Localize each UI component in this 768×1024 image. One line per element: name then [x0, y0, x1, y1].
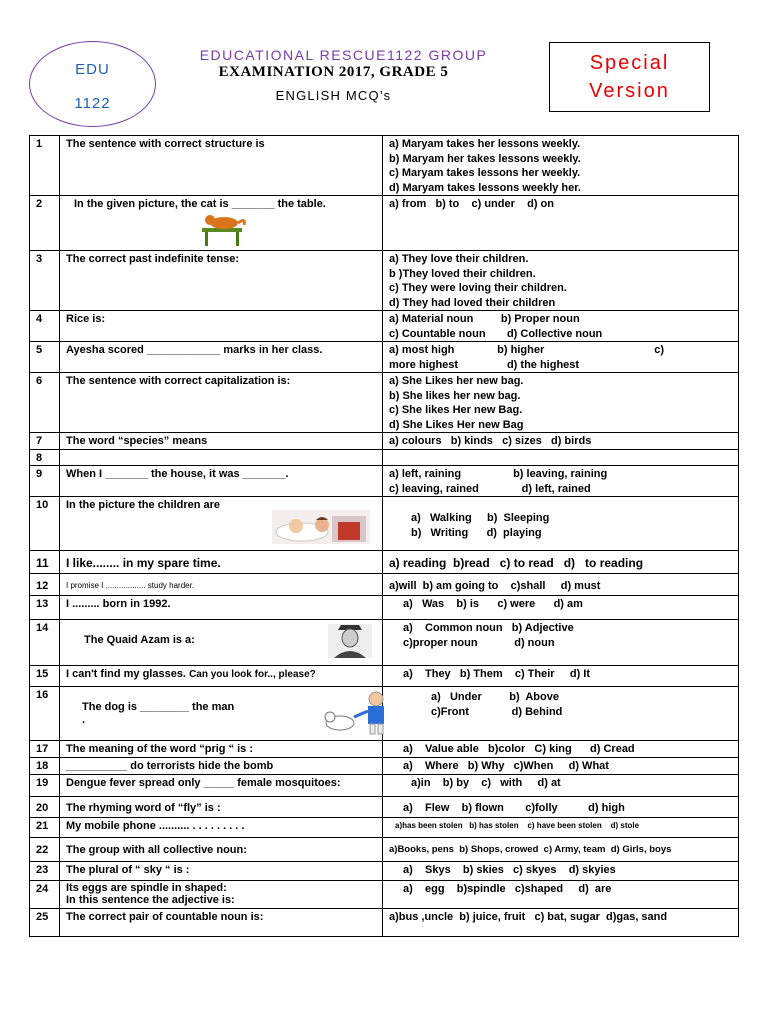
answer-options: [383, 838, 739, 862]
option-line: a) most high b) higher c): [389, 344, 665, 356]
option-line: a)in b) by c) with d) at: [411, 777, 561, 789]
table-row: [30, 909, 739, 937]
question-number: 7: [30, 433, 60, 450]
question-text-line: In the given picture, the cat is _______ the table.: [74, 198, 326, 210]
table-row: [30, 466, 739, 497]
question-text: The rhyming word of “fly” is :: [60, 797, 383, 818]
exam-title: EXAMINATION 2017, GRADE 5: [218, 64, 449, 80]
answer-options: [383, 136, 739, 196]
option-line: a) Where b) Why c)When d) What: [403, 760, 609, 772]
question-number: 8: [30, 449, 60, 466]
question-number: 13: [30, 596, 60, 620]
table-row: [30, 818, 739, 838]
table-row: [30, 838, 739, 862]
question-number: 9: [30, 466, 60, 497]
question-text: The correct pair of countable noun is:: [60, 909, 383, 937]
question-number: 14: [30, 620, 60, 666]
answer-options: [383, 342, 739, 373]
option-line: d) She Likes Her new Bag: [389, 418, 524, 431]
answer-options: [383, 373, 739, 433]
question-text: [60, 620, 383, 666]
table-row: [30, 373, 739, 433]
option-line: b) Maryam her takes lessons weekly.: [389, 152, 581, 165]
option-line: a) from b) to c) under d) on: [389, 198, 554, 210]
option-line: a)has been stolen b) has stolen c) have been stolen d) stole: [395, 821, 640, 830]
answer-options: [383, 449, 739, 466]
option-line: a) Common noun b) Adjective: [403, 622, 574, 634]
question-number: 19: [30, 775, 60, 797]
question-number: 4: [30, 311, 60, 342]
question-number: 16: [30, 687, 60, 741]
option-line: a) Flew b) flown c)folly d) high: [403, 802, 625, 814]
question-text: Dengue fever spread only _____ female mosquitoes:: [60, 775, 383, 797]
option-line: c) They were loving their children.: [389, 282, 567, 294]
question-text-line: The Quaid Azam is a:: [84, 634, 195, 646]
question-text: The word “species” means: [60, 433, 383, 450]
special-line-2: Version: [589, 80, 670, 102]
table-row: [30, 620, 739, 666]
question-text: __________ do terrorists hide the bomb: [60, 758, 383, 775]
option-line: d) Maryam takes lessons weekly her.: [389, 181, 581, 194]
option-line: a) Under b) Above: [431, 691, 559, 703]
table-row: [30, 797, 739, 818]
question-text: I like........ in my spare time.: [60, 551, 383, 574]
option-line: c) leaving, rained d) left, rained: [389, 482, 591, 495]
answer-options: [383, 596, 739, 620]
answer-options: [383, 497, 739, 551]
answer-options: [383, 620, 739, 666]
question-text: The correct past indefinite tense:: [60, 251, 383, 311]
question-text: [60, 497, 383, 551]
table-row: [30, 311, 739, 342]
table-row: [30, 251, 739, 311]
question-text: Rice is:: [60, 311, 383, 342]
table-row: [30, 196, 739, 251]
table-row: [30, 775, 739, 797]
question-number: 15: [30, 666, 60, 687]
question-text: [60, 666, 383, 687]
question-text: The sentence with correct structure is: [60, 136, 383, 196]
question-number: 1: [30, 136, 60, 196]
question-number: 18: [30, 758, 60, 775]
question-text: When I _______ the house, it was _______.: [60, 466, 383, 497]
logo-line-2: 1122: [74, 95, 111, 112]
answer-options: [383, 551, 739, 574]
answer-options: [383, 433, 739, 450]
option-line: a) Material noun b) Proper noun: [389, 313, 580, 325]
question-number: 11: [30, 551, 60, 574]
question-text-line: The dog is ________ the man: [82, 701, 235, 713]
question-number: 12: [30, 574, 60, 596]
answer-options: [383, 466, 739, 497]
option-line: a)Books, pens b) Shops, crowed c) Army, team d) Girls, boys: [389, 844, 672, 855]
option-line: a) reading b)read c) to read d) to reading: [389, 556, 644, 570]
question-number: 20: [30, 797, 60, 818]
option-line: a) Was b) is c) were d) am: [403, 598, 583, 610]
question-number: 21: [30, 818, 60, 838]
question-number: 5: [30, 342, 60, 373]
answer-options: [383, 909, 739, 937]
option-line: c) Maryam takes lessons her weekly.: [389, 167, 581, 179]
question-text: The plural of “ sky “ is :: [60, 862, 383, 881]
question-number: 25: [30, 909, 60, 937]
option-line: b) She likes her new bag.: [389, 389, 521, 402]
question-text: My mobile phone .......... . . . . . . . . .: [60, 818, 383, 838]
question-number: 2: [30, 196, 60, 251]
question-text-line: In this sentence the adjective is:: [66, 894, 235, 906]
option-line: b) Writing d) playing: [411, 526, 542, 539]
option-line: a) Maryam takes her lessons weekly.: [389, 138, 581, 150]
question-text-line: Its eggs are spindle in shaped:: [66, 882, 227, 894]
question-text: The meaning of the word “prig “ is :: [60, 741, 383, 758]
question-text: I ......... born in 1992.: [60, 596, 383, 620]
question-text: [60, 449, 383, 466]
question-text-line: Can you look for.., please?: [189, 669, 316, 680]
option-line: a) They b) Them c) Their d) It: [403, 668, 591, 680]
table-row: [30, 666, 739, 687]
option-line: a) She Likes her new bag.: [389, 375, 524, 387]
table-row: [30, 497, 739, 551]
table-row: [30, 862, 739, 881]
answer-options: [383, 196, 739, 251]
question-number: 24: [30, 881, 60, 909]
table-row: [30, 596, 739, 620]
option-line: a) left, raining b) leaving, raining: [389, 468, 608, 480]
option-line: more highest d) the highest: [389, 358, 580, 371]
question-number: 22: [30, 838, 60, 862]
table-row: [30, 449, 739, 466]
answer-options: [383, 574, 739, 596]
table-row: [30, 758, 739, 775]
table-row: [30, 433, 739, 450]
option-line: c) She likes Her new Bag.: [389, 404, 523, 416]
sleeping-children-picture: [272, 510, 370, 544]
answer-options: [383, 818, 739, 838]
answer-options: [383, 758, 739, 775]
answer-options: [383, 687, 739, 741]
option-line: c) Countable noun d) Collective noun: [389, 327, 603, 340]
table-row: [30, 687, 739, 741]
answer-options: [383, 862, 739, 881]
answer-options: [383, 251, 739, 311]
option-line: a) egg b)spindle c)shaped d) are: [403, 883, 612, 895]
question-text: The sentence with correct capitalization is:: [60, 373, 383, 433]
question-text: The dog is ________ the man .: [60, 687, 383, 741]
option-line: a) They love their children.: [389, 253, 529, 265]
table-row: [30, 136, 739, 196]
option-line: a) colours b) kinds c) sizes d) birds: [389, 435, 592, 447]
answer-options: [383, 666, 739, 687]
answer-options: [383, 741, 739, 758]
table-row: [30, 881, 739, 909]
special-line-1: Special: [589, 52, 670, 74]
logo-line-1: EDU: [75, 61, 110, 78]
option-line: a) Skys b) skies c) skyes d) skyies: [403, 864, 616, 876]
question-text: The group with all collective noun:: [60, 838, 383, 862]
table-row: [30, 574, 739, 596]
question-number: 17: [30, 741, 60, 758]
option-line: a)bus ,uncle b) juice, fruit c) bat, sugar d)gas, sand: [389, 911, 668, 923]
table-row: [30, 741, 739, 758]
question-text: I promise I .................. study harder.: [60, 574, 383, 596]
special-version-box: [549, 42, 710, 112]
edu-logo: [29, 41, 156, 127]
dog-and-man-picture: [310, 689, 404, 737]
question-number: 10: [30, 497, 60, 551]
question-text: [60, 196, 383, 251]
option-line: c)Front d) Behind: [431, 705, 563, 718]
option-line: b )They loved their children.: [389, 267, 536, 280]
option-line: c)proper noun d) noun: [403, 636, 555, 649]
organization-name: EDUCATIONAL RESCUE1122 GROUP: [199, 47, 488, 63]
table-row: [30, 342, 739, 373]
table-row: [30, 551, 739, 574]
answer-options: [383, 775, 739, 797]
questions-table: [29, 135, 739, 937]
option-line: a)will b) am going to c)shall d) must: [389, 580, 601, 592]
option-line: d) They had loved their children: [389, 296, 556, 309]
option-line: a) Value able b)color C) king d) Cread: [403, 743, 635, 755]
answer-options: [383, 881, 739, 909]
answer-options: [383, 311, 739, 342]
subject-title: ENGLISH MCQ’s: [275, 88, 392, 103]
cat-on-table-picture: [196, 214, 248, 246]
question-text-line: I can't find my glasses.: [66, 668, 186, 680]
question-number: 6: [30, 373, 60, 433]
option-line: a) Walking b) Sleeping: [411, 512, 550, 524]
question-text: [60, 881, 383, 909]
quaid-azam-portrait: [328, 624, 372, 658]
question-text-line: In the picture the children are: [66, 499, 221, 511]
question-number: 3: [30, 251, 60, 311]
question-text: Ayesha scored ____________ marks in her class.: [60, 342, 383, 373]
answer-options: [383, 797, 739, 818]
question-number: 23: [30, 862, 60, 881]
